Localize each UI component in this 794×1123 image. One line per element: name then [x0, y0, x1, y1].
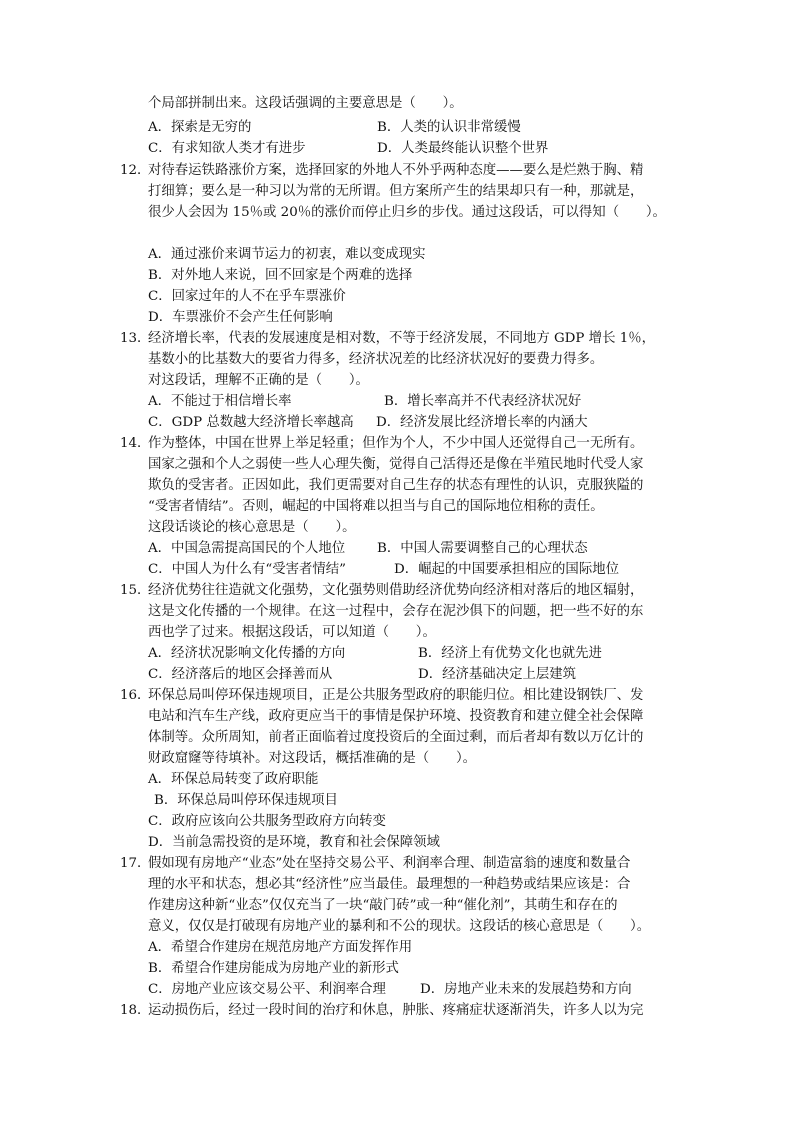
question-12-text: 打细算；要么是一种习以为常的无所谓。但方案所产生的结果却只有一种，那就是， [148, 184, 644, 199]
question-17-number: 17． [120, 856, 151, 871]
question-15-number: 15． [120, 583, 151, 598]
q13-option-c: C．GDP 总数越大经济增长率越高 [148, 415, 354, 430]
q14-option-a: A．中国急需提高国民的个人地位 [148, 541, 346, 556]
question-13-text: 基数小的比基数大的要省力得多，经济状况差的比经济状况好的要费力得多。 [148, 352, 604, 367]
q13-option-b: B．增长率高并不代表经济状况好 [384, 394, 582, 409]
q16-option-d: D．当前急需投资的是环境，教育和社会保障领域 [148, 835, 440, 850]
question-14-text: 作为整体，中国在世界上举足轻重；但作为个人，不少中国人还觉得自己一无所有。 [148, 436, 644, 451]
q16-option-c: C．政府应该向公共服务型政府方向转变 [148, 814, 386, 829]
q15-option-c: C．经济落后的地区会择善而从 [148, 667, 333, 682]
q13-option-a: A．不能过于相信增长率 [148, 394, 292, 409]
question-16-text: 环保总局叫停环保违规项目，正是公共服务型政府的职能归位。相比建设钢铁厂、发 [148, 688, 644, 703]
question-13-text: 经济增长率，代表的发展速度是相对数，不等于经济发展，不同地方 GDP 增长 1％， [148, 331, 656, 346]
question-15-text: 这是文化传播的一个规律。在这一过程中，会存在泥沙俱下的问题，把一些不好的东 [148, 604, 644, 619]
question-14-text: “受害者情结”。否则，崛起的中国将难以担当与自己的国际地位相称的责任。 [148, 499, 604, 514]
question-17-text: 意义，仅仅是打破现有房地产业的暴利和不公的现状。这段话的核心意思是（ ）。 [148, 919, 651, 934]
question-16-text: 电站和汽车生产线，政府更应当干的事情是保护环境、投资教育和建立健全社会保障 [148, 709, 644, 724]
q11-option-d: D．人类最终能认识整个世界 [377, 141, 549, 156]
q13-option-d: D．经济发展比经济增长率的内涵大 [376, 415, 588, 430]
question-14-text: 国家之强和个人之弱使一些人心理失衡，觉得自己活得还是像在半殖民地时代受人家 [148, 457, 644, 472]
question-15-text: 西也学了过来。根据这段话，可以知道（ ）。 [148, 625, 436, 640]
q15-option-a: A．经济状况影响文化传播的方向 [148, 646, 346, 661]
question-14-text: 欺负的受害者。正因如此，我们更需要对自己生存的状态有理性的认识，克服狭隘的 [148, 478, 644, 493]
question-11-text: 个局部拼制出来。这段话强调的主要意思是（ ）。 [148, 96, 463, 111]
q15-option-d: D．经济基础决定上层建筑 [418, 667, 577, 682]
question-18-number: 18． [120, 1003, 151, 1018]
question-16-text: 体制等。众所周知，前者正面临着过度投资后的全面过剩，而后者却有数以万亿计的 [148, 730, 644, 745]
question-18-text: 运动损伤后，经过一段时间的治疗和休息，肿胀、疼痛症状逐渐消失，许多人以为完 [148, 1003, 644, 1018]
q17-option-c: C．房地产业应该交易公平、利润率合理 [148, 982, 386, 997]
q11-option-a: A．探索是无穷的 [148, 120, 252, 135]
q16-option-a: A．环保总局转变了政府职能 [148, 772, 319, 787]
question-17-text: 作建房这种新“业态”仅仅充当了一块“敲门砖”或一种“催化剂”，其萌生和存在的 [148, 898, 618, 913]
q14-option-d: D．崛起的中国要承担相应的国际地位 [394, 562, 619, 577]
question-12-number: 12． [120, 163, 151, 178]
question-17-text: 理的水平和状态，想必其“经济性”应当最佳。最理想的一种趋势或结果应该是：合 [148, 877, 631, 892]
question-17-text: 假如现有房地产“业态”处在坚持交易公平、利润率合理、制造富翁的速度和数量合 [148, 856, 631, 871]
q12-option-d: D．车票涨价不会产生任何影响 [148, 310, 333, 325]
question-12-text: 对待春运铁路涨价方案，选择回家的外地人不外乎两种态度——要么是烂熟于胸、精 [148, 163, 644, 178]
q12-option-a: A．通过涨价来调节运力的初衷，难以变成现实 [148, 247, 426, 262]
question-12-text: 很少人会因为 15％或 20％的涨价而停止归乡的步伐。通过这段话，可以得知（ ）。 [148, 205, 666, 220]
q11-option-b: B．人类的认识非常缓慢 [377, 120, 521, 135]
q17-option-d: D．房地产业未来的发展趋势和方向 [420, 982, 632, 997]
q11-option-c: C．有求知欲人类才有进步 [148, 141, 306, 156]
q15-option-b: B．经济上有优势文化也就先进 [418, 646, 602, 661]
q12-option-b: B．对外地人来说，回不回家是个两难的选择 [148, 268, 413, 283]
question-16-number: 16． [120, 688, 151, 703]
question-13-number: 13． [120, 331, 151, 346]
question-14-text: 这段话谈论的核心意思是（ ）。 [148, 520, 356, 535]
q14-option-b: B．中国人需要调整自己的心理状态 [377, 541, 588, 556]
question-15-text: 经济优势往往造就文化强势，文化强势则借助经济优势向经济相对落后的地区辐射， [148, 583, 644, 598]
question-16-text: 财政窟窿等待填补。对这段话，概括准确的是（ ）。 [148, 751, 477, 766]
q16-option-b: B．环保总局叫停环保违规项目 [154, 793, 338, 808]
q17-option-a: A．希望合作建房在规范房地产方面发挥作用 [148, 940, 413, 955]
question-13-text: 对这段话，理解不正确的是（ ）。 [148, 373, 369, 388]
q14-option-c: C．中国人为什么有“受害者情结” [148, 562, 347, 577]
q12-option-c: C．回家过年的人不在乎车票涨价 [148, 289, 346, 304]
q17-option-b: B．希望合作建房能成为房地产业的新形式 [148, 961, 399, 976]
question-14-number: 14． [120, 436, 151, 451]
